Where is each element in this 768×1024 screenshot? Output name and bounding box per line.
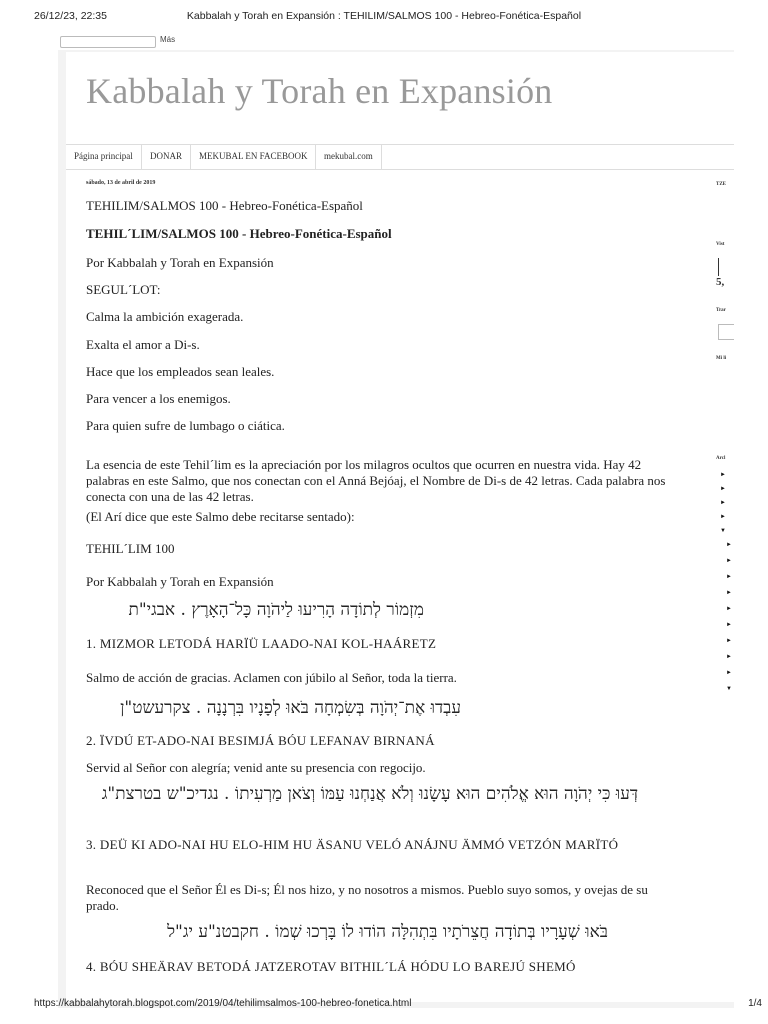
sidebar-label: Arcl [716, 456, 726, 461]
archive-arrow-right-icon[interactable]: ► [726, 574, 732, 580]
sidebar-label: Trar [716, 308, 726, 313]
post-date: sábado, 13 de abril de 2019 [86, 180, 156, 186]
archive-arrow-down-icon[interactable]: ▼ [720, 528, 726, 534]
segulot-item: Hace que los empleados sean leales. [86, 364, 275, 379]
verse-hebrew: דְּעוּ כִּי יְהֹוָה הוּא אֱלֹהִים הוּא עָשָׂנוּ וְלֹא אֲנַחְנוּ עַמּוֹ וְצֹאן מַרְעִיתוֹ . נגדיכ"ש בטרצת"ג [101, 784, 638, 804]
segulot-label: SEGUL´LOT: [86, 282, 161, 297]
verse-hebrew: מִזְמוֹר לְתוֹדָה הָרִיעוּ לַיהֹוָה כָּל־הָאָרֶץ . אבגי"ת [128, 600, 424, 620]
psalm-heading: TEHIL´LIM 100 [86, 541, 175, 556]
verse-spanish: Servid al Señor con alegría; venid ante su presencia con regocijo. [86, 760, 426, 775]
archive-arrow-right-icon[interactable]: ► [726, 558, 732, 564]
archive-arrow-right-icon[interactable]: ► [720, 500, 726, 506]
print-url[interactable]: https://kabbalahytorah.blogspot.com/2019/04/tehilimsalmos-100-hebreo-fonetica.html [34, 998, 412, 1009]
blogger-navbar [58, 34, 732, 48]
verse-phonetic: 4. BÓU SHEÄRAV BETODÁ JATZEROTAV BITHIL´LÁ HÓDU LO BAREJÚ SHEMÓ [86, 959, 576, 974]
verse-phonetic: 2. ÏVDÚ ET-ADO-NAI BESIMJÁ BÓU LEFANAV BIRNANÁ [86, 733, 435, 748]
archive-arrow-right-icon[interactable]: ► [720, 514, 726, 520]
verse-spanish: Salmo de acción de gracias. Aclamen con júbilo al Señor, toda la tierra. [86, 670, 457, 685]
tab-mekubal-com[interactable]: mekubal.com [316, 145, 382, 169]
verse-phonetic: 1. MIZMOR LETODÁ HARÏÜ LAADO-NAI KOL-HAÁRETZ [86, 636, 437, 651]
archive-arrow-right-icon[interactable]: ► [726, 638, 732, 644]
tab-donate[interactable]: DONAR [142, 145, 191, 169]
psalm-byline: Por Kabbalah y Torah en Expansión [86, 574, 274, 589]
tab-mekubal-facebook[interactable]: MEKUBAL EN FACEBOOK [191, 145, 316, 169]
essence-paragraph: La esencia de este Tehil´lim es la apreciación por los milagros ocultos que ocurren en nuestra vida. Hay 42 palabras en este Salmo, que nos conectan con el Anná Bejóaj, el Nombre de Di-s de 42 letras. Cada palabra nos conecta con una de las 42 letras. [86, 457, 666, 504]
blog-title[interactable]: Kabbalah y Torah en Expansión [86, 71, 553, 111]
segulot-item: Calma la ambición exagerada. [86, 309, 244, 324]
verse-phonetic: 3. DEÜ KI ADO-NAI HU ELO-HIM HU ÄSANU VELÓ ANÁJNU ÄMMÓ VETZÓN MARÏTÓ [86, 837, 619, 852]
verse-hebrew: בֹּאוּ שְׁעָרָיו בְּתוֹדָה חֲצֵרֹתָיו בִּתְהִלָּה הוֹדוּ לוֹ בָּרְכוּ שְׁמוֹ . חקבטנ"ע יג"ל [167, 922, 608, 942]
segulot-item: Exalta el amor a Di-s. [86, 337, 200, 352]
sidebar-label: TZE [716, 182, 727, 187]
pdf-print-footer [0, 998, 768, 1012]
blog-content-area [66, 52, 734, 1002]
archive-arrow-right-icon[interactable]: ► [720, 472, 726, 478]
stats-count: 5, [716, 276, 725, 288]
navbar-more-link[interactable]: Más [160, 35, 176, 44]
sidebar-label: Mi li [716, 356, 727, 361]
segulot-item: Para vencer a los enemigos. [86, 391, 231, 406]
archive-arrow-right-icon[interactable]: ► [726, 654, 732, 660]
stats-bar [718, 258, 719, 276]
sidebar [716, 180, 734, 780]
archive-arrow-right-icon[interactable]: ► [726, 606, 732, 612]
archive-arrow-right-icon[interactable]: ► [726, 622, 732, 628]
print-page-number: 1/4 [748, 998, 762, 1009]
post-bold-title: TEHIL´LIM/SALMOS 100 - Hebreo-Fonética-Español [86, 226, 392, 241]
verse-spanish: Reconoced que el Señor Él es Di-s; Él nos hizo, y no nosotros a mismos. Pueblo suyo somos, y ovejas de su prado. [86, 882, 648, 913]
archive-arrow-right-icon[interactable]: ► [726, 542, 732, 548]
verse-hebrew: עִבְדוּ אֶת־יְהֹוָה בְּשִׂמְחָה בֹּאוּ לְפָנָיו בִּרְנָנָה . צקרעשט"ן [120, 698, 461, 718]
pdf-print-header [0, 10, 768, 26]
archive-arrow-down-icon[interactable]: ▼ [726, 686, 732, 692]
tab-home[interactable]: Página principal [66, 145, 142, 169]
segulot-item: Para quien sufre de lumbago o ciática. [86, 418, 285, 433]
page-tabs [66, 144, 734, 170]
translate-select[interactable] [718, 324, 734, 340]
print-document-title: Kabbalah y Torah en Expansión : TEHILIM/SALMOS 100 - Hebreo-Fonética-Español [186, 10, 582, 22]
post-title[interactable]: TEHILIM/SALMOS 100 - Hebreo-Fonética-Español [86, 198, 363, 213]
sidebar-label: Vist [716, 242, 725, 247]
ari-note: (El Arí dice que este Salmo debe recitarse sentado): [86, 509, 355, 524]
post-byline: Por Kabbalah y Torah en Expansión [86, 255, 274, 270]
archive-arrow-right-icon[interactable]: ► [726, 670, 732, 676]
navbar-search-input[interactable] [60, 36, 156, 48]
archive-arrow-right-icon[interactable]: ► [720, 486, 726, 492]
print-timestamp: 26/12/23, 22:35 [34, 10, 107, 22]
archive-arrow-right-icon[interactable]: ► [726, 590, 732, 596]
